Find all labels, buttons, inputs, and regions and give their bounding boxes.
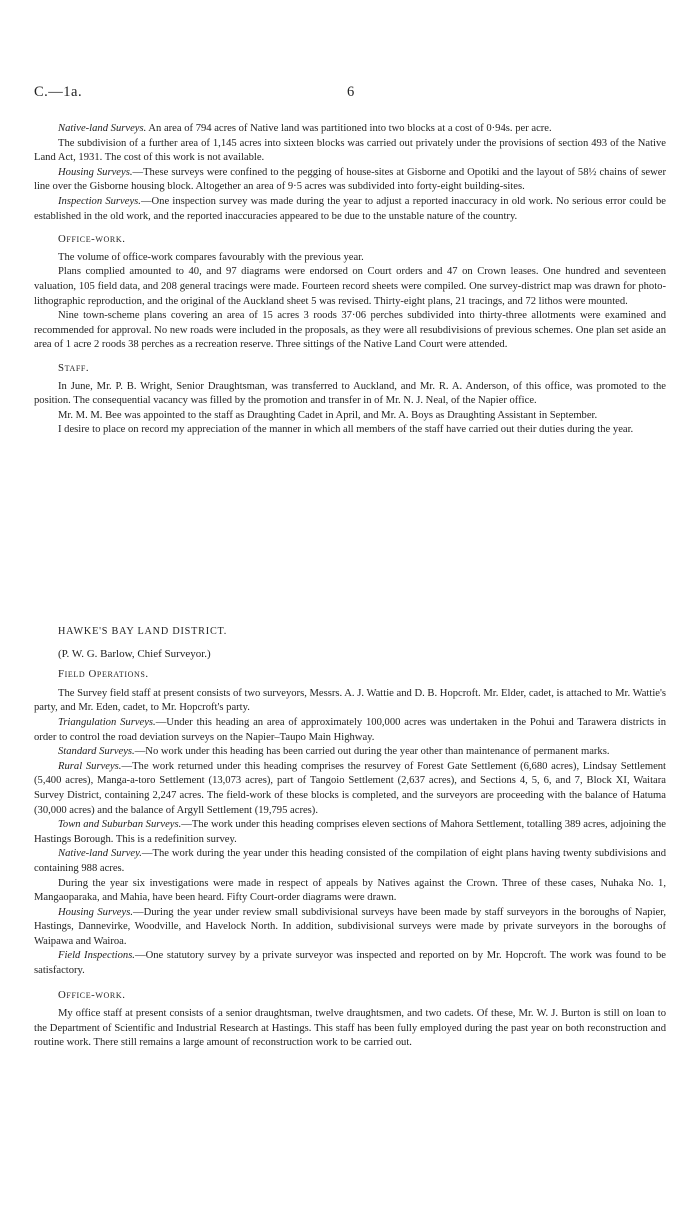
paragraph [34,745,666,760]
paragraph-text: —No work under this heading has been carried out during the year other than maintenance of permanent marks. [134,746,610,758]
paragraph-text: The subdivision of a further area of 1,145 acres into sixteen blocks was carried out privately under the provisions of section 493 of the Native Land Act, 1931. The cost of this work is not available. [34,137,666,164]
paragraph-text: The Survey field staff at present consists of two surveyors, Messrs. A. J. Wattie and D. B. Hopcroft. Mr. Elder, cadet, is attached to Mr. Wattie's party, and Mr. Eden, cadet, to Mr. Hopcroft's party. [34,687,666,714]
paragraph [34,687,666,716]
page-header [34,84,666,104]
paragraph-lead: Housing Surveys. [58,166,133,178]
staff-heading: Staff. [58,361,90,374]
paragraph-lead: Rural Surveys. [58,760,122,772]
paragraph: Mr. M. M. Bee was appointed to the staff as Draughting Cadet in April, and Mr. A. Boys as Draughting Assistant in September. [58,409,598,421]
paragraph-text: —Under this heading an area of approximately 100,000 acres was undertaken in the Pohui and Tarawera districts in order to control the road deviation surveys on the Napier–Taupo Main Highway. [34,716,666,743]
page-number: 6 [347,84,355,100]
paragraph [34,877,666,906]
section-hawkes-bay [34,625,666,1051]
paragraph-text: An area of 794 acres of Native land was partitioned into two blocks at a cost of 0·94s. per acre. [148,123,552,134]
parliamentary-paper-reference: C.—1a. [34,84,83,100]
paragraph-lead: Native-land Survey. [58,848,142,860]
paragraph [34,906,666,950]
office-work-heading: Office-work. [58,233,126,246]
paragraph: The volume of office-work compares favourably with the previous year. [58,251,364,263]
paragraph-text: —During the year under review small subdivisional surveys have been made by staff surveyors in the boroughs of Napier, Hastings, Dannevirke, Woodville, and Havelock North. In addition, subdivisional surveys were made by private surveyors in the boroughs of Waipawa and Wairoa. [34,906,666,947]
paragraph [34,949,666,978]
paragraph-lead: Native-land Surveys. [58,123,147,134]
section-one [34,122,666,438]
paragraph [34,847,666,876]
paragraph [34,166,666,195]
paragraph-lead: Field Inspections. [58,950,135,962]
paragraph [34,716,666,745]
paragraph: Plans complied amounted to 40, and 97 diagrams were endorsed on Court orders and 47 on Crown leases. One hundred and seventeen valuation, 105 field data, and 208 general tracings were made. Fourteen record sheets were compiled. One survey-district map was drawn for photo-lithographic reproduction, and the original of the Auckland sheet 5 was revised. Thirty-eight plans, 21 tracings, and 72 lithos were mounted. [34,266,666,307]
paragraph: In June, Mr. P. B. Wright, Senior Draughtsman, was transferred to Auckland, and Mr. R. A. Anderson, of this office, was promoted to the position. The consequential vacancy was filled by the promotion and transfer in of Mr. N. J. Neal, of the Napier office. [34,380,666,407]
paragraph-lead: Standard Surveys. [58,746,135,758]
paragraph [34,195,666,224]
paragraph [34,818,666,847]
paragraph-lead: Housing Surveys. [58,906,133,918]
office-work-heading: Office-work. [58,988,126,1001]
paragraph: I desire to place on record my appreciation of the manner in which all members of the staff have carried out their duties during the year. [58,424,634,436]
paragraph [34,122,666,137]
paragraph: Nine town-scheme plans covering an area of 15 acres 3 roods 37·06 perches subdivided into thirty-three allotments were examined and recommended for approval. No new roads were included in the proposals, as they were all resubdivisions of previous schemes. One plan set aside an area of 1 acre 2 roods 38 perches as a recreation reserve. Three sittings of the Native Land Court were attended. [34,310,666,351]
paragraph [34,137,666,166]
district-heading: HAWKE'S BAY LAND DISTRICT. [58,626,228,637]
paragraph-text: —The work during the year under this heading consisted of the compilation of eight plans having twenty subdivisions and containing 988 acres. [34,848,666,874]
paragraph-text: —The work under this heading comprises eleven sections of Mahora Settlement, totalling 389 acres, adjoining the Hastings Borough. This is a redefinition survey. [34,819,666,845]
paragraph-lead: Town and Suburban Surveys. [58,819,182,831]
paragraph-text: During the year six investigations were made in respect of appeals by Natives against the Crown. Three of these cases, Nuhaka No. 1, Mangaoparaka, and Mahia, have been heard. Fifty Court-order diagrams were drawn. [34,877,666,904]
paragraph-text: —These surveys were confined to the pegging of house-sites at Gisborne and Opotiki and the layout of 58½ chains of sewer line over the Gisborne housing block. Altogether an area of 9·5 acres was subdivided into forty-eight building-sites. [34,166,666,193]
paragraph-text: —The work returned under this heading comprises the resurvey of Forest Gate Settlement (6,680 acres), Lindsay Settlement (5,400 acres), Manga-a-toro Settlement (13,073 acres), part of Tangoio Settlement (2,637 acres), and Sections 4, 5, 6, and 7, Block XI, Waitara Survey District, containing 2,247 acres. The field-work of these blocks is completed, and the surveyors are proceeding with the balance of Hatuma (30,000 acres) and the balance of Argyll Settlement (19,795 acres). [34,760,667,816]
paragraph-text: —One inspection survey was made during the year to adjust a reported inaccuracy in old work. No serious error could be established in the old work, and the reported inaccuracies appeared to be due to the unstable nature of the country. [34,195,666,222]
paragraph: My office staff at present consists of a senior draughtsman, twelve draughtsmen, and two cadets. Of these, Mr. W. J. Burton is still on loan to the Department of Scientific and Industrial Research at Hastings. This staff has been fully employed during the past year on both reconstruction and routine work. There still remains a large amount of reconstruction work to be carried out. [34,1008,666,1049]
field-operations-heading: Field Operations. [58,668,149,681]
paragraph-lead: Inspection Surveys. [58,195,141,207]
paragraph [34,760,666,818]
paragraph-text: —One statutory survey by a private surveyor was inspected and reported on by Mr. Hopcroft. The work was found to be satisfactory. [34,950,666,977]
chief-surveyor-line: (P. W. G. Barlow, Chief Surveyor.) [58,647,211,660]
paragraph-lead: Triangulation Surveys. [58,716,156,728]
